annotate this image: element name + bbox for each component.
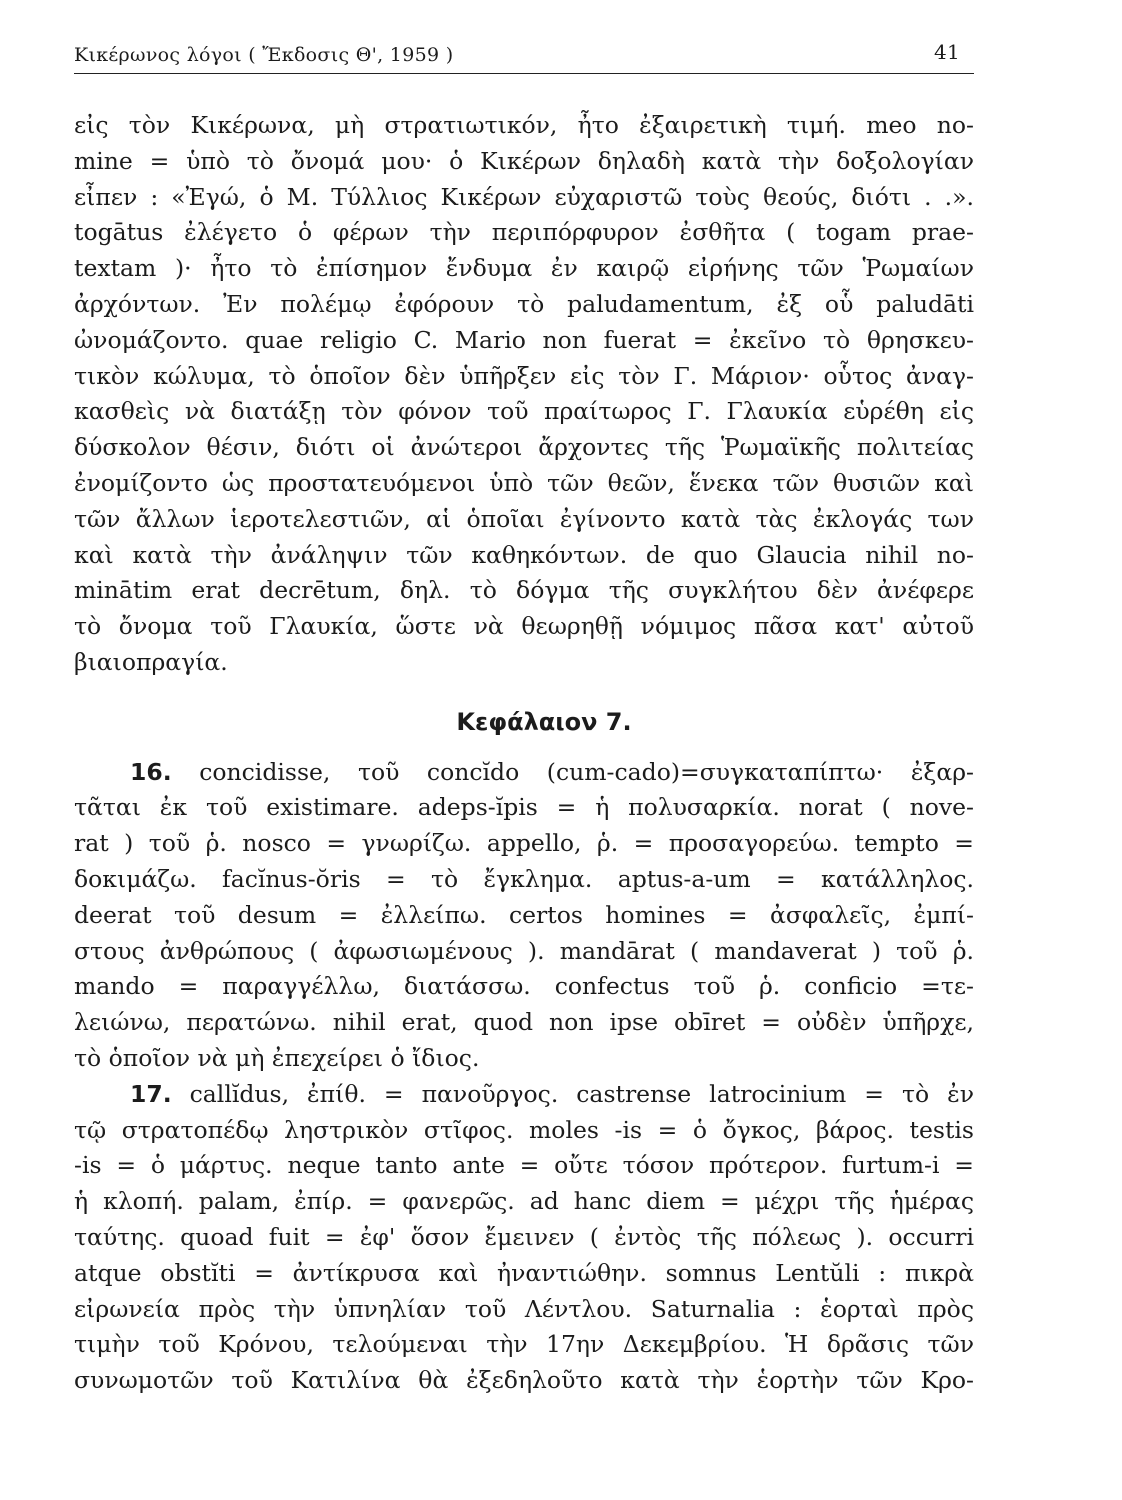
page-number: 41 — [933, 40, 960, 64]
text-line: συνωμοτῶν τοῦ Κατιλίνα θὰ ἐξεδηλοῦτο κατὰ τὴν ἑορτὴν τῶν Κρο- — [74, 1366, 974, 1395]
text-line: ἡ κλοπή. palam, ἐπίρ. = φανερῶς. ad hanc diem = μέχρι τῆς ἡμέρας — [74, 1187, 974, 1216]
text-line: mando = παραγγέλλω, διατάσσω. confectus τοῦ ῥ. conficio =τε- — [74, 972, 974, 1001]
text-line: rat ) τοῦ ῥ. nosco = γνωρίζω. appello, ῥ. = προσαγορεύω. tempto = — [74, 829, 974, 858]
text-line: τικὸν κώλυμα, τὸ ὁποῖον δὲν ὑπῆρξεν εἰς τὸν Γ. Μάριον· οὗτος ἀναγ- — [74, 361, 974, 390]
text-line: εἶπεν : «Ἐγώ, ὁ Μ. Τύλλιος Κικέρων εὐχαριστῶ τοὺς θεούς, διότι . .». — [74, 182, 974, 211]
section-first-line-text: concidisse, τοῦ concĭdo (cum-cado)=συγκαταπίπτω· ἐξαρ- — [171, 757, 974, 786]
text-line: δοκιμάζω. facĭnus-ŏris = τὸ ἔγκλημα. aptus-a-um = κατάλληλος. — [74, 864, 974, 893]
text-line: τὸ ὁποῖον νὰ μὴ ἐπεχείρει ὁ ἴδιος. — [74, 1043, 480, 1072]
chapter-heading: Κεφάλαιον 7. — [456, 707, 632, 736]
text-line: ἐνομίζοντο ὡς προστατευόμενοι ὑπὸ τῶν θεῶν, ἕνεκα τῶν θυσιῶν καὶ — [74, 468, 974, 497]
text-line: εἰς τὸν Κικέρωνα, μὴ στρατιωτικόν, ἦτο ἐξαιρετικὴ τιμή. meo no- — [74, 111, 974, 139]
text-line: -is = ὁ μάρτυς. neque tanto ante = οὔτε τόσον πρότερον. furtum-i = — [74, 1151, 974, 1180]
text-line: τῶν ἄλλων ἱεροτελεστιῶν, αἱ ὁποῖαι ἐγίνοντο κατὰ τὰς ἐκλογάς των — [74, 504, 974, 533]
text-line: στους ἀνθρώπους ( ἀφωσιωμένους ). mandārat ( mandaverat ) τοῦ ῥ. — [74, 936, 974, 965]
section-first-line-text: callĭdus, ἐπίθ. = πανοῦργος. castrense latrocinium = τὸ ἐν — [171, 1079, 974, 1108]
text-line: δύσκολον θέσιν, διότι οἱ ἀνώτεροι ἄρχοντες τῆς Ῥωμαϊκῆς πολιτείας — [74, 433, 974, 462]
text-line: εἰρωνεία πρὸς τὴν ὑπνηλίαν τοῦ Λέντλου. Saturnalia : ἑορταὶ πρὸς — [74, 1294, 974, 1323]
paragraph-continuation — [74, 108, 974, 681]
section-16 — [74, 755, 974, 1077]
page-body — [74, 108, 974, 1399]
text-line: βιαιοπραγία. — [74, 647, 228, 676]
text-line: τιμὴν τοῦ Κρόνου, τελούμεναι τὴν 17ην Δεκεμβρίου. Ἡ δρᾶσις τῶν — [74, 1330, 974, 1359]
header-rule — [74, 73, 974, 74]
section-number: 17. — [130, 1079, 172, 1108]
text-line: τῷ στρατοπέδῳ ληστρικὸν στῖφος. moles -is = ὁ ὄγκος, βάρος. testis — [74, 1115, 974, 1144]
text-line: minātim erat decrētum, δηλ. τὸ δόγμα τῆς συγκλήτου δὲν ἀνέφερε — [74, 576, 974, 605]
text-line: τᾶται ἐκ τοῦ existimare. adeps-ĭpis = ἡ πολυσαρκία. norat ( nove- — [74, 793, 974, 822]
text-line: togātus ἐλέγετο ὁ φέρων τὴν περιπόρφυρον ἐσθῆτα ( togam prae- — [74, 218, 974, 247]
page-header — [74, 40, 974, 74]
section-number: 16. — [130, 757, 172, 786]
text-line: λειώνω, περατώνω. nihil erat, quod non ipse obīret = οὐδὲν ὑπῆρχε, — [74, 1008, 974, 1037]
text-line: atque obstĭti = ἀντίκρυσα καὶ ἠναντιώθην. somnus Lentŭli : πικρὰ — [74, 1258, 974, 1287]
text-line: ταύτης. quoad fuit = ἐφ' ὅσον ἔμεινεν ( ἐντὸς τῆς πόλεως ). occurri — [74, 1222, 974, 1251]
section-17 — [74, 1077, 974, 1399]
section-first-line — [74, 755, 974, 791]
text-line: καὶ κατὰ τὴν ἀνάληψιν τῶν καθηκόντων. de quo Glaucia nihil no- — [74, 540, 974, 569]
text-line: κασθεὶς νὰ διατάξῃ τὸν φόνον τοῦ πραίτωρος Γ. Γλαυκία εὑρέθη εἰς — [74, 397, 974, 426]
text-line: τὸ ὄνομα τοῦ Γλαυκία, ὥστε νὰ θεωρηθῇ νόμιμος πᾶσα κατ' αὐτοῦ — [74, 612, 974, 641]
text-line: ὠνομάζοντο. quae religio C. Mario non fuerat = ἐκεῖνο τὸ θρησκευ- — [74, 325, 974, 354]
text-line: ἀρχόντων. Ἐν πολέμῳ ἐφόρουν τὸ paludamentum, ἐξ οὗ paludāti — [74, 289, 974, 318]
running-title: Κικέρωνος λόγοι ( Ἔκδοσις Θ', 1959 ) — [74, 44, 454, 66]
section-first-line — [74, 1077, 974, 1113]
text-line: deerat τοῦ desum = ἐλλείπω. certos homines = ἀσφαλεῖς, ἐμπί- — [74, 900, 974, 929]
text-line: textam )· ἦτο τὸ ἐπίσημον ἔνδυμα ἐν καιρῷ εἰρήνης τῶν Ῥωμαίων — [74, 254, 974, 283]
text-line: mine = ὑπὸ τὸ ὄνομά μου· ὁ Κικέρων δηλαδὴ κατὰ τὴν δοξολογίαν — [74, 146, 974, 175]
